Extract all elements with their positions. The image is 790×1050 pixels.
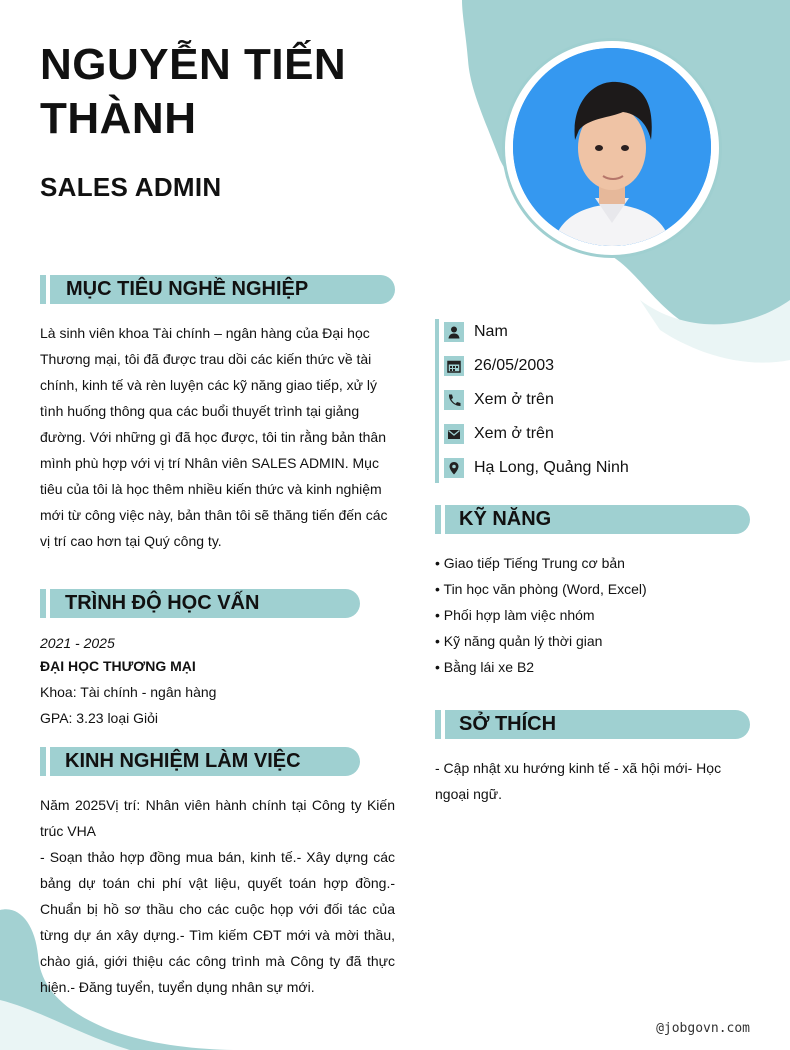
- portrait-photo: [513, 48, 711, 246]
- experience-title: KINH NGHIỆM LÀM VIỆC: [65, 750, 301, 772]
- experience-position: Năm 2025Vị trí: Nhân viên hành chính tại Công ty Kiến trúc VHA: [40, 797, 395, 839]
- info-accent-bar: [435, 319, 439, 483]
- skill-item: • Kỹ năng quản lý thời gian: [435, 633, 603, 649]
- birthday-text: 26/05/2003: [474, 357, 555, 374]
- experience-details: - Soạn thảo hợp đồng mua bán, kinh tế.- Xây dựng các bảng dự toán chi phí vật liệu, quyết toán hợp đồng.- Chuẩn bị hồ sơ thầu cho các cuộc họp với đối tác của từng dự án xây dựng.- Tìm kiếm CĐT mới và mời thầu, chào giá, giới thiệu các công trình mà Công ty đã thực hiện.- Đăng tuyển, tuyển dụng nhân sự mới.: [40, 849, 395, 995]
- info-phone: [444, 388, 554, 412]
- education-school: ĐẠI HỌC THƯƠNG MẠI: [40, 658, 196, 674]
- objective-heading: [40, 275, 395, 304]
- skill-item: • Bằng lái xe B2: [435, 659, 535, 675]
- site-watermark: @jobgovn.com: [656, 1021, 750, 1036]
- education-years: 2021 - 2025: [40, 635, 115, 651]
- skills-list: [435, 550, 647, 680]
- info-birthday: [444, 354, 554, 378]
- education-heading: [40, 589, 360, 618]
- education-title: TRÌNH ĐỘ HỌC VẤN: [65, 592, 260, 614]
- skill-item: • Giao tiếp Tiếng Trung cơ bản: [435, 555, 625, 571]
- hobbies-heading: [435, 710, 750, 739]
- skills-title: KỸ NĂNG: [459, 508, 552, 530]
- skills-heading: [435, 505, 750, 534]
- info-email: [444, 422, 554, 446]
- education-major: Khoa: Tài chính - ngân hàng: [40, 684, 217, 700]
- experience-heading: [40, 747, 360, 776]
- education-gpa: GPA: 3.23 loại Giỏi: [40, 710, 159, 726]
- phone-text: Xem ở trên: [474, 391, 554, 408]
- info-gender: [444, 320, 508, 344]
- mail-icon: [444, 424, 464, 444]
- email-text: Xem ở trên: [474, 425, 554, 442]
- candidate-name: NGUYỄN TIẾN THÀNH: [40, 40, 347, 143]
- info-address: [444, 456, 629, 480]
- person-icon: [444, 322, 464, 342]
- objective-title: MỤC TIÊU NGHỀ NGHIỆP: [66, 278, 309, 300]
- address-text: Hạ Long, Quảng Ninh: [474, 459, 629, 476]
- objective-text: Là sinh viên khoa Tài chính – ngân hàng của Đại học Thương mại, tôi đã được trau dồi các kiến thức về tài chính, kinh tế và rèn luyện các kỹ năng giao tiếp, xử lý tình huống thông qua các buổi thuyết trình tại giảng đường. Với những gì đã học được, tôi tin rằng bản thân mình phù hợp với vị trí Nhân viên SALES ADMIN. Mục tiêu của tôi là học thêm nhiều kiến thức và kinh nghiệm mới từ công việc này, bản thân tôi sẽ thăng tiến đến các vị trí cao hơn tại Quý công ty.: [40, 325, 388, 549]
- phone-icon: [444, 390, 464, 410]
- skill-item: • Phối hợp làm việc nhóm: [435, 607, 595, 623]
- hobbies-title: SỞ THÍCH: [459, 713, 557, 735]
- hobbies-text: - Cập nhật xu hướng kinh tế - xã hội mới- Học ngoại ngữ.: [435, 760, 722, 802]
- skill-item: • Tin học văn phòng (Word, Excel): [435, 581, 647, 597]
- calendar-icon: [444, 356, 464, 376]
- location-pin-icon: [444, 458, 464, 478]
- job-title: SALES ADMIN: [40, 172, 222, 202]
- gender-text: Nam: [474, 323, 508, 340]
